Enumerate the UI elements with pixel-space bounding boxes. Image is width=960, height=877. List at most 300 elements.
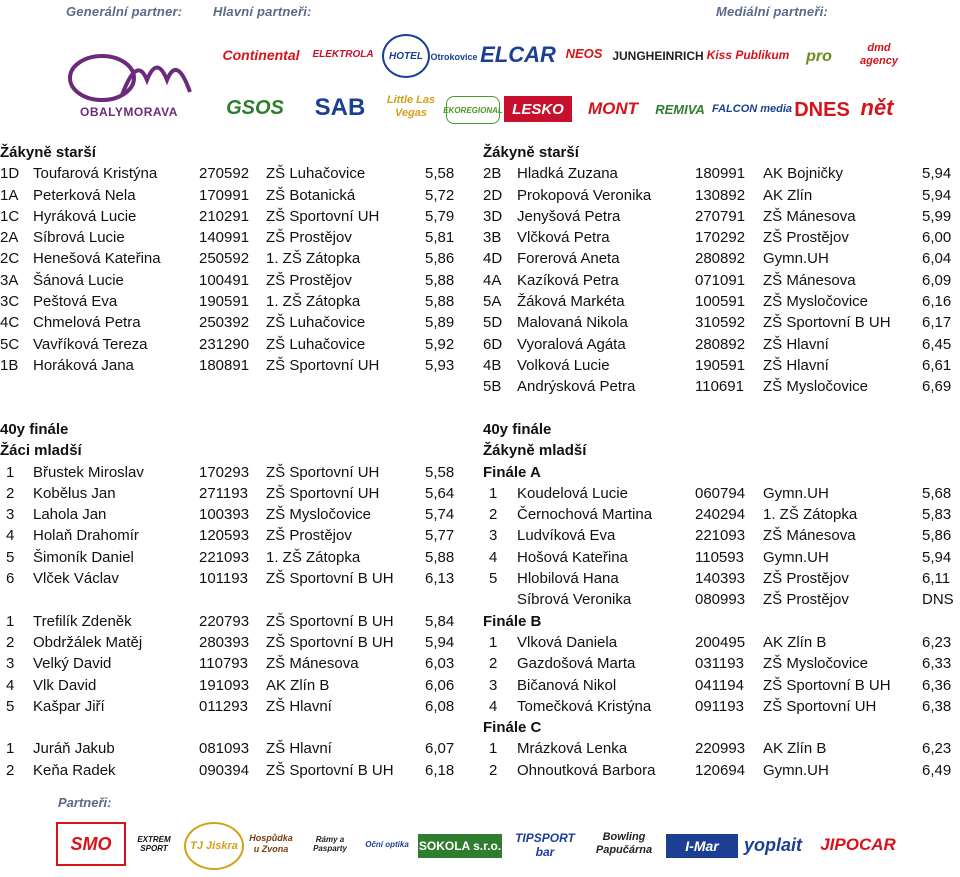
cell-time: 6,49 [922,761,952,779]
cell-position: 4B [483,356,502,374]
cell-position: 3 [6,655,15,673]
cell-time: 5,88 [425,548,455,566]
cell-birthdate: 170991 [199,186,250,204]
extrem-sport-logo: EXTREM SPORT [137,835,171,853]
cell-name: Obdržálek Matěj [33,633,143,651]
main-partners-label: Hlavní partneři: [213,4,312,19]
cell-birthdate: 280892 [695,250,746,268]
cell-name: Velký David [33,655,112,673]
cell-time: 6,00 [922,229,952,247]
result-row [0,611,470,632]
cell-name: Holaň Drahomír [33,527,139,545]
result-row [0,696,470,717]
cell-position: 1C [0,207,20,225]
cell-birthdate: 170292 [695,229,746,247]
cell-time: 5,86 [425,250,455,268]
cell-name: Jenyšová Petra [517,207,621,225]
cell-time: 5,94 [922,186,952,204]
cell-time: 5,93 [425,356,455,374]
cell-birthdate: 100491 [199,271,250,289]
cell-birthdate: 110691 [695,378,744,396]
cell-school: 1. ZŠ Zátopka [266,293,361,311]
obalymorava-logo [62,50,202,120]
cell-position: 2A [0,229,19,247]
cell-time: 5,88 [425,271,455,289]
cell-birthdate: 221093 [695,527,746,545]
cell-time: 5,99 [922,207,952,225]
cell-position: 4 [6,676,15,694]
ramy-pasparty-logo: Rámy a Pasparty [313,835,347,853]
result-row [0,334,470,355]
cell-name: Keňa Radek [33,761,116,779]
cell-name: Šánová Lucie [33,271,124,289]
cell-name: Vlček Václav [33,570,119,588]
cell-time: 5,84 [425,612,455,630]
cell-school: Gymn.UH [763,484,829,502]
cell-position: 2 [6,633,15,651]
cell-birthdate: 041194 [695,676,744,694]
cell-name: Vavříková Tereza [33,335,148,353]
falcon-media-logo: FALCON media [711,103,793,115]
cell-school: ZŠ Sportovní B UH [763,314,891,332]
result-row [0,632,470,653]
cell-name: Tomečková Kristýna [517,697,652,715]
cell-school: ZŠ Luhačovice [266,165,366,183]
final-heading [483,611,958,632]
cell-time: 5,94 [425,633,455,651]
cell-position: 1 [489,633,498,651]
cell-name: Malovaná Nikola [517,314,628,332]
cell-birthdate: 080993 [695,591,746,609]
cell-name: Toufarová Kristýna [33,165,158,183]
cell-position: 3A [0,271,19,289]
cell-birthdate: 231290 [199,335,250,353]
results-right-top [483,142,958,398]
cell-time: 6,38 [922,697,952,715]
cell-birthdate: 130892 [695,186,746,204]
general-partner-label: Generální partner: [66,4,183,19]
cell-school: ZŠ Hlavní [266,740,332,758]
cell-school: 1. ZŠ Zátopka [266,548,361,566]
cell-time: 5,79 [425,207,455,225]
result-row [0,163,470,184]
cell-birthdate: 071091 [695,271,746,289]
cell-position: 2 [489,761,498,779]
cell-school: ZŠ Sportovní B UH [266,633,394,651]
cell-school: ZŠ Prostějov [763,229,849,247]
cell-name: Ludvíková Eva [517,527,616,545]
cell-name: Lahola Jan [33,506,107,524]
cell-school: ZŠ Prostějov [266,527,352,545]
cell-school: AK Zlín B [763,740,827,758]
final-heading [483,717,958,738]
results-left-bottom [0,419,470,781]
result-row [0,738,470,759]
cell-name: Vlková Daniela [517,633,618,651]
cell-time: 6,04 [922,250,952,268]
cell-name: Prokopová Veronika [517,186,652,204]
cell-position: 4C [0,314,20,332]
cell-school: ZŠ Mánesova [763,271,856,289]
cell-position: 2 [6,484,15,502]
cell-school: Gymn.UH [763,250,829,268]
results-right-bottom [483,419,958,781]
result-row [483,738,958,759]
cell-position: 3 [6,506,15,524]
dmd-agency-logo: dmd agency [860,42,898,67]
cell-time: 5,72 [425,186,455,204]
cell-position: 1 [489,484,498,502]
cell-time: 5,81 [425,229,455,247]
cell-school: ZŠ Luhačovice [266,314,366,332]
event-title: 40y finále [0,421,69,438]
cell-time: 6,18 [425,761,455,779]
cell-position: 3 [489,676,498,694]
ocni-optika-logo: Oční optika [365,839,409,849]
cell-time: 5,83 [922,506,952,524]
result-row [483,653,958,674]
result-row [483,291,958,312]
result-row [0,589,470,610]
result-row [0,206,470,227]
cell-school: ZŠ Sportovní B UH [266,612,394,630]
smo-logo: SMO [56,822,126,866]
cell-position: 2D [483,186,503,204]
cell-position: 5A [483,293,502,311]
cell-birthdate: 190591 [199,293,250,311]
cell-school: ZŠ Sportovní B UH [266,570,394,588]
cell-name: Vlčková Petra [517,229,610,247]
cell-birthdate: 180891 [199,356,250,374]
cell-name: Mrázková Lenka [517,740,628,758]
cell-time: 5,89 [425,314,455,332]
result-row [483,760,958,781]
cell-position: 2 [489,506,498,524]
cell-name: Koudelová Lucie [517,484,628,502]
cell-school: ZŠ Mysločovice [266,506,372,524]
otrokovice-logo: Otrokovice [430,52,478,62]
cell-name: Šimoník Daniel [33,548,134,566]
elcar-logo: ELCAR [480,42,556,67]
cell-birthdate: 220793 [199,612,250,630]
result-row [483,696,958,717]
cell-birthdate: 271193 [199,484,248,502]
cell-school: Gymn.UH [763,761,829,779]
cell-birthdate: 101193 [199,570,248,588]
cell-birthdate: 120694 [695,761,746,779]
cell-birthdate: 170293 [199,463,250,481]
cell-position: 2B [483,165,502,183]
cell-birthdate: 011293 [199,697,248,715]
cell-name: Juráň Jakub [33,740,115,758]
cell-school: 1. ZŠ Zátopka [266,250,361,268]
cell-name: Andrýsková Petra [517,378,636,396]
cell-time: 5,58 [425,463,455,481]
cell-position: 1A [0,186,19,204]
result-row [483,227,958,248]
cell-position: 5 [6,697,15,715]
cell-birthdate: 031193 [695,655,744,673]
result-row [483,525,958,546]
cell-birthdate: 310592 [695,314,746,332]
cell-time: 5,94 [922,165,952,183]
cell-birthdate: 140393 [695,570,746,588]
cell-position: 4 [489,548,498,566]
category-title: Žákyně mladší [483,442,587,460]
result-row [0,653,470,674]
cell-name: Hošová Kateřina [517,548,628,566]
hotel-logo: HOTEL [382,34,430,78]
cell-time: 5,92 [425,335,455,353]
results-left-top [0,142,470,376]
kiss-publikum-logo: Kiss Publikum [706,48,790,62]
ekoregional-logo: EKOREGIONAL [446,96,500,124]
cell-time: DNS [922,591,954,609]
lesko-logo: LESKO [504,96,572,122]
section-title: Žákyně starší [0,144,96,161]
result-row [0,525,470,546]
cell-position: 5 [6,548,15,566]
yoplait-logo: yoplait [743,834,802,855]
cell-school: ZŠ Mánesova [266,655,359,673]
section-title: Žákyně starší [483,144,579,161]
obalymorava-subtitle: OBALYMORAVA [80,105,178,119]
result-row [483,632,958,653]
cell-school: ZŠ Mysločovice [763,293,869,311]
cell-birthdate: 191093 [199,676,250,694]
cell-school: ZŠ Prostějov [266,229,352,247]
sab-logo: SAB [314,94,366,121]
cell-position: 2C [0,250,20,268]
cell-name: Trefilík Zdeněk [33,612,132,630]
cell-school: 1. ZŠ Zátopka [763,506,858,524]
cell-birthdate: 091193 [695,697,744,715]
result-row [0,248,470,269]
media-partners-label: Mediální partneři: [716,4,828,19]
cell-school: ZŠ Prostějov [266,271,352,289]
cell-school: ZŠ Sportovní UH [266,207,380,225]
cell-position: 1 [6,612,15,630]
cell-name: Horáková Jana [33,356,134,374]
cell-name: Hyráková Lucie [33,207,137,225]
cell-birthdate: 250592 [199,250,250,268]
hospudka-logo: Hospůdka u Zvona [249,833,293,854]
result-row [483,675,958,696]
result-row [483,355,958,376]
cell-position: 2 [489,655,498,673]
cell-position: 4 [489,697,498,715]
cell-birthdate: 110793 [199,655,248,673]
result-row [483,504,958,525]
cell-school: Gymn.UH [763,548,829,566]
cell-birthdate: 100591 [695,293,746,311]
cell-birthdate: 110593 [695,548,744,566]
result-row [483,163,958,184]
cell-name: Černochová Martina [517,506,653,524]
final-heading-label: Finále A [483,463,541,481]
cell-name: Kazíková Petra [517,271,619,289]
cell-birthdate: 210291 [199,207,250,225]
cell-school: ZŠ Botanická [266,186,356,204]
result-row [0,483,470,504]
cell-position: 5B [483,378,502,396]
sokola-logo: SOKOLA s.r.o. [418,834,502,858]
cell-name: Volková Lucie [517,356,610,374]
category-title: Žáci mladší [0,442,82,460]
cell-position: 1 [6,740,15,758]
cell-time: 5,86 [922,527,952,545]
cell-birthdate: 221093 [199,548,250,566]
cell-time: 6,16 [922,293,952,311]
cell-time: 6,07 [425,740,455,758]
cell-school: AK Zlín B [763,633,827,651]
cell-position: 3B [483,229,502,247]
cell-time: 6,06 [425,676,455,694]
cell-school: ZŠ Sportovní UH [763,697,877,715]
cell-time: 6,33 [922,655,952,673]
cell-time: 6,08 [425,697,455,715]
cell-name: Peštová Eva [33,293,118,311]
cell-name: Kobělus Jan [33,484,116,502]
cell-position: 5 [489,570,498,588]
cell-birthdate: 200495 [695,633,746,651]
mont-logo: MONT [587,99,639,118]
result-row [483,312,958,333]
cell-school: ZŠ Mysločovice [763,378,869,396]
cell-name: Síbrová Lucie [33,229,125,247]
cell-time: 5,58 [425,165,455,183]
result-row [0,547,470,568]
cell-school: ZŠ Prostějov [763,570,849,588]
cell-birthdate: 100393 [199,506,250,524]
cell-birthdate: 250392 [199,314,250,332]
cell-name: Ohnoutková Barbora [517,761,656,779]
pro-logo: pro [806,48,832,65]
cell-school: ZŠ Mánesova [763,527,856,545]
little-las-vegas-logo: Little Las Vegas [386,94,436,119]
event-title: 40y finále [483,421,552,438]
cell-name: Žáková Markéta [517,293,625,311]
result-row [0,504,470,525]
cell-school: ZŠ Hlavní [763,335,829,353]
cell-position: 4D [483,250,503,268]
cell-school: AK Zlín [763,186,813,204]
cell-time: 5,68 [922,484,952,502]
cell-name: Síbrová Veronika [517,591,632,609]
cell-school: ZŠ Sportovní UH [266,484,380,502]
cell-school: ZŠ Prostějov [763,591,849,609]
cell-time: 6,36 [922,676,952,694]
result-row [0,568,470,589]
cell-time: 6,61 [922,356,952,374]
tipsport-logo: TIPSPORT bar [515,831,575,859]
continental-logo: Continental [222,47,300,63]
cell-position: 1 [489,740,498,758]
partners-label: Partneři: [58,795,112,810]
cell-name: Peterková Nela [33,186,136,204]
cell-position: 5C [0,335,20,353]
cell-school: ZŠ Mánesova [763,207,856,225]
cell-name: Vyoralová Agáta [517,335,626,353]
result-row [0,312,470,333]
cell-time: 5,77 [425,527,455,545]
cell-name: Bičanová Nikol [517,676,617,694]
cell-time: 6,23 [922,633,952,651]
cell-birthdate: 190591 [695,356,746,374]
final-heading [483,462,958,483]
result-row [483,334,958,355]
dnes-logo: DNES [794,98,850,121]
cell-position: 1B [0,356,19,374]
jipocar-logo: JIPOCAR [820,835,896,854]
cell-position: 3 [489,527,498,545]
cell-birthdate: 180991 [695,165,746,183]
cell-birthdate: 120593 [199,527,250,545]
net-tv-logo: nět [860,95,894,120]
cell-time: 5,74 [425,506,455,524]
cell-time: 6,69 [922,378,952,396]
neos-logo: NEOS [565,45,603,61]
cell-time: 5,64 [425,484,455,502]
cell-time: 6,13 [425,570,455,588]
cell-school: ZŠ Sportovní UH [266,356,380,374]
result-row [483,483,958,504]
result-row [483,206,958,227]
result-row [483,547,958,568]
result-row [483,568,958,589]
cell-birthdate: 081093 [199,740,250,758]
cell-birthdate: 140991 [199,229,250,247]
cell-time: 6,23 [922,740,952,758]
cell-name: Forerová Aneta [517,250,620,268]
i-mar-logo: I-Mar [666,834,738,858]
result-row [0,760,470,781]
result-row [0,717,470,738]
final-heading-label: Finále B [483,612,542,630]
cell-time: 6,09 [922,271,952,289]
cell-birthdate: 270592 [199,165,250,183]
cell-birthdate: 220993 [695,740,746,758]
cell-position: 6D [483,335,503,353]
cell-school: ZŠ Sportovní UH [266,463,380,481]
cell-birthdate: 270791 [695,207,746,225]
cell-position: 5D [483,314,503,332]
cell-time: 5,94 [922,548,952,566]
cell-name: Kašpar Jiří [33,697,105,715]
cell-school: ZŠ Luhačovice [266,335,366,353]
cell-school: ZŠ Hlavní [266,697,332,715]
elektrola-logo: ELEKTROLA [312,48,374,60]
cell-position: 4 [6,527,15,545]
cell-birthdate: 280892 [695,335,746,353]
result-row [483,248,958,269]
cell-school: ZŠ Hlavní [763,356,829,374]
cell-position: 6 [6,570,15,588]
cell-name: Břustek Miroslav [33,463,144,481]
cell-position: 3D [483,207,503,225]
cell-time: 6,03 [425,655,455,673]
result-row [0,462,470,483]
cell-school: ZŠ Sportovní B UH [763,676,891,694]
cell-name: Chmelová Petra [33,314,141,332]
result-row [483,185,958,206]
cell-birthdate: 090394 [199,761,250,779]
cell-birthdate: 060794 [695,484,746,502]
gsos-logo: GSOS [226,96,284,119]
cell-time: 5,88 [425,293,455,311]
cell-time: 6,11 [922,570,951,588]
cell-name: Henešová Kateřina [33,250,161,268]
